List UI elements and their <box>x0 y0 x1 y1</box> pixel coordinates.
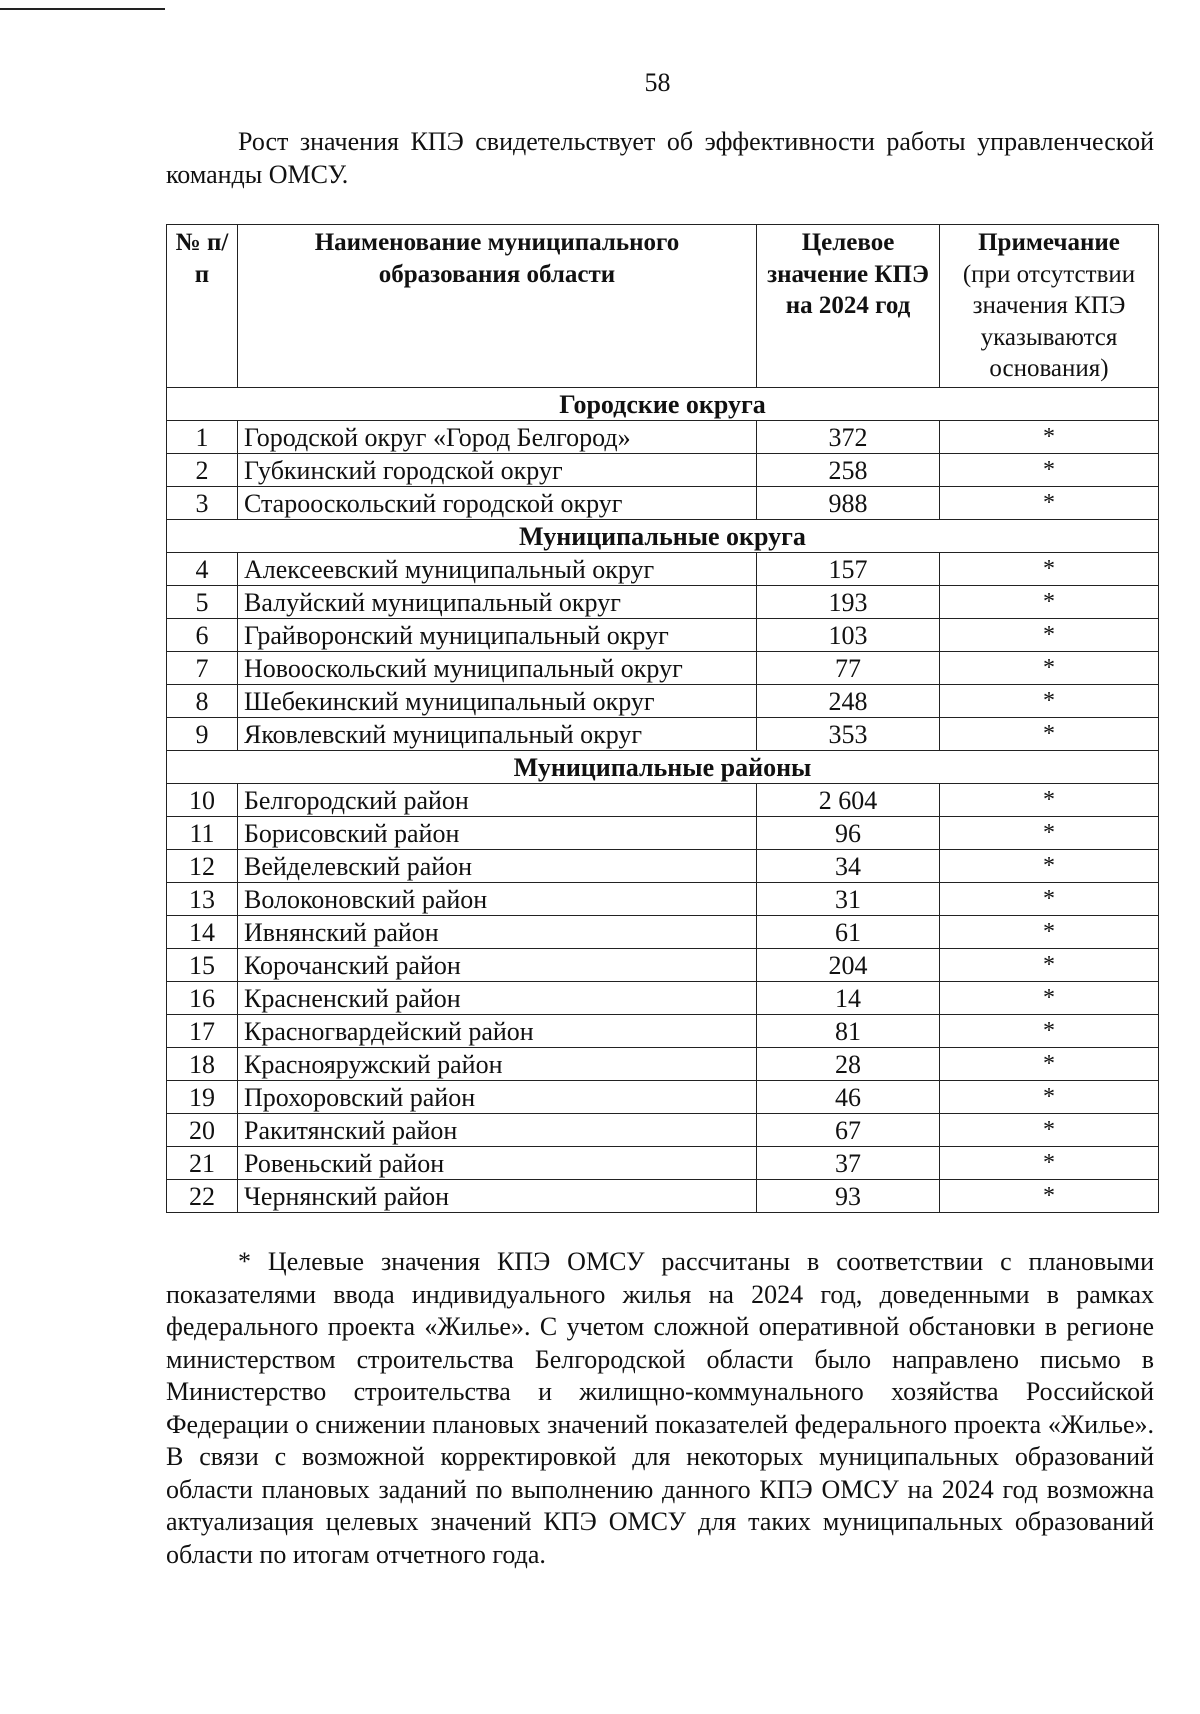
table-row <box>167 1180 1159 1213</box>
note-cell: * <box>940 883 1159 916</box>
group-title: Городские округа <box>167 388 1159 421</box>
table-row <box>167 652 1159 685</box>
table-header <box>167 225 1159 388</box>
intro-paragraph: Рост значения КПЭ свидетельствует об эффективности работы управленческой команды ОМСУ. <box>166 127 1154 189</box>
table-row <box>167 1114 1159 1147</box>
row-number: 19 <box>167 1081 238 1114</box>
row-number: 2 <box>167 454 238 487</box>
municipality-name: Борисовский район <box>238 817 757 850</box>
note-cell: * <box>940 784 1159 817</box>
table-row <box>167 718 1159 751</box>
note-cell: * <box>940 949 1159 982</box>
kpe-value: 372 <box>757 421 940 454</box>
table-row <box>167 421 1159 454</box>
table-row <box>167 487 1159 520</box>
row-number: 8 <box>167 685 238 718</box>
kpe-value: 103 <box>757 619 940 652</box>
note-cell: * <box>940 553 1159 586</box>
municipality-name: Красногвардейский район <box>238 1015 757 1048</box>
kpe-value: 353 <box>757 718 940 751</box>
header-name <box>238 225 757 388</box>
row-number: 1 <box>167 421 238 454</box>
row-number: 7 <box>167 652 238 685</box>
kpe-value: 46 <box>757 1081 940 1114</box>
kpe-value: 204 <box>757 949 940 982</box>
table-row <box>167 586 1159 619</box>
municipality-name: Волоконовский район <box>238 883 757 916</box>
row-number: 5 <box>167 586 238 619</box>
kpe-table <box>166 224 1159 1213</box>
table-row <box>167 850 1159 883</box>
header-note-title: Примечание <box>978 229 1120 256</box>
row-number: 14 <box>167 916 238 949</box>
municipality-name: Шебекинский муниципальный округ <box>238 685 757 718</box>
row-number: 21 <box>167 1147 238 1180</box>
table-row <box>167 454 1159 487</box>
table-row <box>167 619 1159 652</box>
header-name-label: Наименование муниципального образования области <box>314 229 680 288</box>
kpe-value: 34 <box>757 850 940 883</box>
note-cell: * <box>940 817 1159 850</box>
municipality-name: Краснояружский район <box>238 1048 757 1081</box>
kpe-value: 67 <box>757 1114 940 1147</box>
note-cell: * <box>940 421 1159 454</box>
row-number: 15 <box>167 949 238 982</box>
row-number: 6 <box>167 619 238 652</box>
municipality-name: Вейделевский район <box>238 850 757 883</box>
table-row <box>167 1015 1159 1048</box>
group-row <box>167 520 1159 553</box>
header-value-label: Целевое значение КПЭ на 2024 год <box>767 229 929 319</box>
table-row <box>167 916 1159 949</box>
note-cell: * <box>940 454 1159 487</box>
group-title: Муниципальные округа <box>167 520 1159 553</box>
municipality-name: Чернянский район <box>238 1180 757 1213</box>
municipality-name: Ровеньский район <box>238 1147 757 1180</box>
note-cell: * <box>940 916 1159 949</box>
row-number: 17 <box>167 1015 238 1048</box>
municipality-name: Ивнянский район <box>238 916 757 949</box>
note-cell: * <box>940 487 1159 520</box>
municipality-name: Грайворонский муниципальный округ <box>238 619 757 652</box>
municipality-name: Прохоровский район <box>238 1081 757 1114</box>
municipality-name: Губкинский городской округ <box>238 454 757 487</box>
note-cell: * <box>940 619 1159 652</box>
row-number: 22 <box>167 1180 238 1213</box>
note-cell: * <box>940 685 1159 718</box>
group-row <box>167 751 1159 784</box>
kpe-value: 31 <box>757 883 940 916</box>
table-row <box>167 982 1159 1015</box>
kpe-value: 77 <box>757 652 940 685</box>
header-note <box>940 225 1159 388</box>
note-cell: * <box>940 1015 1159 1048</box>
table-row <box>167 883 1159 916</box>
row-number: 13 <box>167 883 238 916</box>
top-rule <box>0 8 165 10</box>
municipality-name: Старооскольский городской округ <box>238 487 757 520</box>
group-title: Муниципальные районы <box>167 751 1159 784</box>
municipality-name: Валуйский муниципальный округ <box>238 586 757 619</box>
municipality-name: Алексеевский муниципальный округ <box>238 553 757 586</box>
kpe-value: 61 <box>757 916 940 949</box>
group-row <box>167 388 1159 421</box>
kpe-value: 81 <box>757 1015 940 1048</box>
row-number: 9 <box>167 718 238 751</box>
table-row <box>167 553 1159 586</box>
header-note-detail: (при отсутствии значения КПЭ указываются основания) <box>962 260 1136 382</box>
row-number: 18 <box>167 1048 238 1081</box>
row-number: 3 <box>167 487 238 520</box>
table-row <box>167 1147 1159 1180</box>
kpe-value: 96 <box>757 817 940 850</box>
table-row <box>167 1048 1159 1081</box>
note-cell: * <box>940 1114 1159 1147</box>
note-cell: * <box>940 718 1159 751</box>
row-number: 4 <box>167 553 238 586</box>
row-number: 11 <box>167 817 238 850</box>
note-cell: * <box>940 850 1159 883</box>
kpe-value: 14 <box>757 982 940 1015</box>
municipality-name: Белгородский район <box>238 784 757 817</box>
municipality-name: Красненский район <box>238 982 757 1015</box>
kpe-value: 193 <box>757 586 940 619</box>
table-row <box>167 817 1159 850</box>
note-cell: * <box>940 1180 1159 1213</box>
table-row <box>167 949 1159 982</box>
kpe-value: 2 604 <box>757 784 940 817</box>
row-number: 20 <box>167 1114 238 1147</box>
header-value <box>757 225 940 388</box>
table-row <box>167 784 1159 817</box>
row-number: 10 <box>167 784 238 817</box>
municipality-name: Корочанский район <box>238 949 757 982</box>
table-body <box>167 388 1159 1213</box>
row-number: 16 <box>167 982 238 1015</box>
note-cell: * <box>940 652 1159 685</box>
municipality-name: Городской округ «Город Белгород» <box>238 421 757 454</box>
kpe-value: 37 <box>757 1147 940 1180</box>
kpe-value: 93 <box>757 1180 940 1213</box>
note-cell: * <box>940 1147 1159 1180</box>
municipality-name: Ракитянский район <box>238 1114 757 1147</box>
municipality-name: Новооскольский муниципальный округ <box>238 652 757 685</box>
municipality-name: Яковлевский муниципальный округ <box>238 718 757 751</box>
row-number: 12 <box>167 850 238 883</box>
note-cell: * <box>940 982 1159 1015</box>
page-number: 58 <box>644 68 671 97</box>
table-row <box>167 685 1159 718</box>
kpe-value: 258 <box>757 454 940 487</box>
header-num-label: № п/п <box>175 229 229 288</box>
table-row <box>167 1081 1159 1114</box>
note-cell: * <box>940 1081 1159 1114</box>
kpe-value: 988 <box>757 487 940 520</box>
footnote-paragraph: * Целевые значения КПЭ ОМСУ рассчитаны в соответствии с плановыми показателями ввода индивидуального жилья на 2024 год, доведенными в рамках федерального проекта «Жилье». С учетом сложной оперативной обстановки в регионе министерством строительства Белгородской области было направлено письмо в Министерство строительства и жилищно-коммунального хозяйства Российской Федерации о снижении плановых значений показателей федерального проекта «Жилье». В связи с возможной корректировкой для некоторых муниципальных образований области плановых заданий по выполнению данного КПЭ ОМСУ на 2024 год возможна актуализация целевых значений КПЭ ОМСУ для таких муниципальных образований области по итогам отчетного года. <box>166 1247 1154 1569</box>
kpe-value: 248 <box>757 685 940 718</box>
kpe-value: 28 <box>757 1048 940 1081</box>
note-cell: * <box>940 1048 1159 1081</box>
note-cell: * <box>940 586 1159 619</box>
header-num <box>167 225 238 388</box>
kpe-value: 157 <box>757 553 940 586</box>
